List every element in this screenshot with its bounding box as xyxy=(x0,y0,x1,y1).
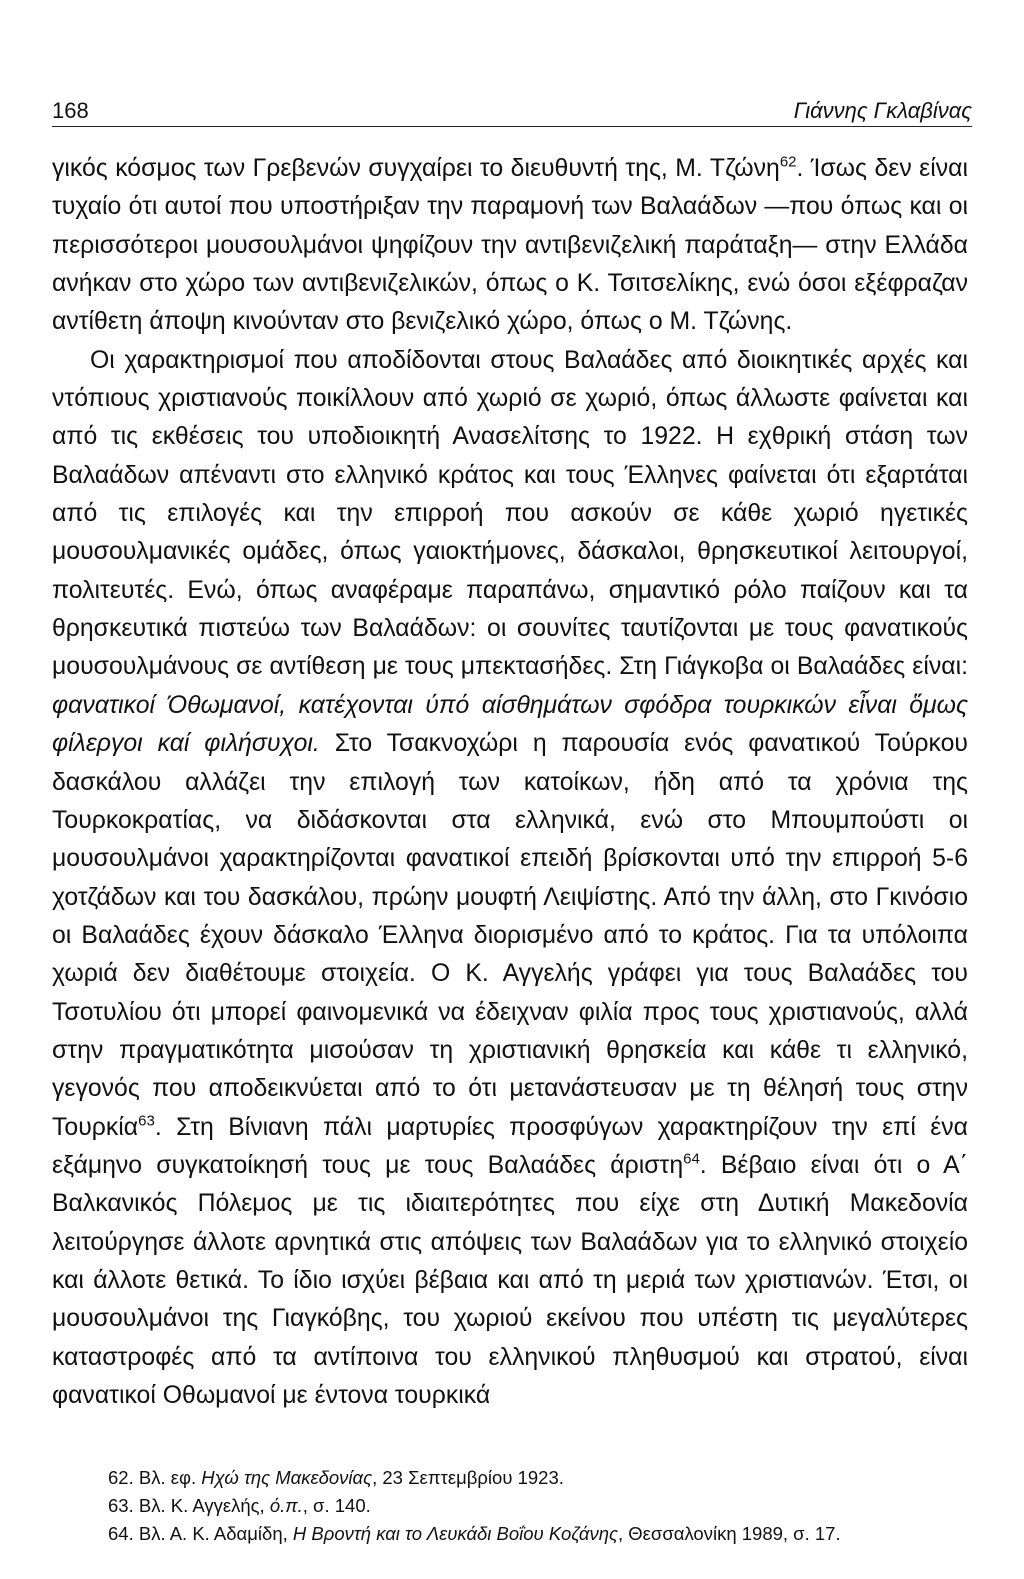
footnote-62-text: 62. Βλ. εφ. xyxy=(108,1467,202,1488)
footnote-ref-63: 63 xyxy=(138,1112,155,1130)
paragraph-2-text-b: Στο Τσακνοχώρι η παρουσία ενός φανατικού Τούρκου δασκάλου αλλάζει την επιλογή των κατοίκων, ήδη από τα χρόνια της Τουρκοκρατίας, να διδάσκονται στα ελληνικά, ενώ στο Μπουμπούστι οι μουσουλμάνοι χαρακτηρίζονται φανατικοί επειδή βρίσκονται υπό την επιρροή 5-6 χοτζάδων και του δασκάλου, πρώην μουφτή Λειψίστης. Από την άλλη, στο Γκινόσιο οι Βαλαάδες έχουν δάσκαλο Έλληνα διορισμένο από το κράτος. Για τα υπόλοιπα χωριά δεν διαθέτουμε στοιχεία. Ο Κ. Αγγελής γράφει για τους Βαλαάδες του Τσοτυλίου ότι μπορεί φαινομενικά να έδειχναν φιλία προς τους χριστιανούς, αλλά στην πραγματικότητα μισούσαν τη χριστιανική θρησκεία και κάθε τι ελληνικό, γεγονός που αποδεικνύεται από το ότι μετανάστευσαν με τη θέλησή τους στην Τουρκία xyxy=(52,730,968,1141)
footnote-ref-62: 62 xyxy=(779,153,797,171)
body-text xyxy=(52,150,968,1415)
paragraph-2-text-d: . Βέβαιο είναι ότι ο Α΄ Βαλκανικός Πόλεμος με τις ιδιαιτερότητες που είχε στη Δυτική Μακεδονία λειτούργησε άλλοτε αρνητικά στις απόψεις των Βαλαάδων για το ελληνικό στοιχείο και άλλοτε θετικά. Το ίδιο ισχύει βέβαια και από τη μεριά των χριστιανών. Έτσι, οι μουσουλμάνοι της Γιαγκόβης, του χωριού εκείνου που υπέστη τις μεγαλύτερες καταστροφές από τα αντίποινα του ελληνικού πληθυσμού και στρατού, είναι φανατικοί Οθωμανοί με έντονα τουρκικά xyxy=(52,1151,968,1409)
footnote-63-text: 63. Βλ. Κ. Αγγελής, xyxy=(108,1495,270,1516)
footnote-62-tail: , 23 Σεπτεμβρίου 1923. xyxy=(372,1467,564,1488)
footnote-63-tail: , σ. 140. xyxy=(302,1495,371,1516)
page-header xyxy=(52,98,972,128)
quoted-description: φανατικοί Όθωμανοί, κατέχονται ύπό αίσθημάτων σφόδρα τουρκικών εἶναι ὅμως φίλεργοι καί φιλήσυχοι. xyxy=(52,691,968,758)
header-rule xyxy=(52,126,972,127)
paragraph-1-text-a: γικός κόσμος των Γρεβενών συγχαίρει το διευθυντή της, Μ. Τζώνη xyxy=(52,155,780,182)
footnote-64-title: Η Βροντή και το Λευκάδι Βοΐου Κοζάνης xyxy=(292,1523,618,1544)
page-number: 168 xyxy=(52,98,89,123)
footnote-62 xyxy=(108,1464,988,1492)
footnote-62-title: Ηχώ της Μακεδονίας xyxy=(201,1467,373,1488)
footnote-64-tail: , Θεσσαλονίκη 1989, σ. 17. xyxy=(618,1523,841,1544)
paragraph-2-text-a: Οι χαρακτηρισμοί που αποδίδονται στους Βαλαάδες από διοικητικές αρχές και ντόπιους χριστιανούς ποικίλλουν από χωριό σε χωριό, όπως άλλωστε φαίνεται και από τις εκθέσεις του υποδιοικητή Ανασελίτσης το 1922. Η εχθρική στάση των Βαλαάδων απέναντι στο ελληνικό κράτος και τους Έλληνες φαίνεται ότι εξαρτάται από τις επιλογές και την επιρροή που ασκούν σε κάθε χωριό ηγετικές μουσουλμανικές ομάδες, όπως γαιοκτήμονες, δάσκαλοι, θρησκευτικοί λειτουργοί, πολιτευτές. Ενώ, όπως αναφέραμε παραπάνω, σημαντικό ρόλο παίζουν και τα θρησκευτικά πιστεύω των Βαλαάδων: οι σουνίτες ταυτίζονται με τους φανατικούς μουσουλμάνους σε αντίθεση με τους μπεκτασήδες. Στη Γιάγκοβα οι Βαλαάδες είναι: xyxy=(52,346,968,681)
footnote-64-text: 64. Βλ. Α. Κ. Αδαμίδη, xyxy=(108,1523,293,1544)
paragraph-1-text-b: . Ίσως δεν είναι τυχαίο ότι αυτοί που υποστήριξαν την παραμονή των Βαλαάδων —που όπως και οι περισσότεροι μουσουλμάνοι ψηφίζουν την αντιβενιζελική παράταξη— στην Ελλάδα ανήκαν στο χώρο των αντιβενιζελικών, όπως ο Κ. Τσιτσελίκης, ενώ όσοι εξέφραζαν αντίθετη άποψη κινούνταν στο βενιζελικό χώρο, όπως ο Μ. Τζώνης. xyxy=(52,155,968,336)
footnote-63 xyxy=(108,1492,988,1520)
footnote-63-title: ό.π. xyxy=(269,1495,303,1516)
paragraph-2 xyxy=(52,342,968,1416)
footnote-64 xyxy=(108,1520,988,1548)
paragraph-1 xyxy=(52,150,968,342)
paragraph-2-text-c: . Στη Βίνιανη πάλι μαρτυρίες προσφύγων χαρακτηρίζουν την επί ένα εξάμηνο συγκατοίκησή τους με τους Βαλαάδες άριστη xyxy=(52,1113,968,1179)
footnotes xyxy=(108,1464,988,1548)
footnote-ref-64: 64 xyxy=(683,1150,700,1168)
running-head-author: Γιάννης Γκλαβίνας xyxy=(793,98,972,123)
